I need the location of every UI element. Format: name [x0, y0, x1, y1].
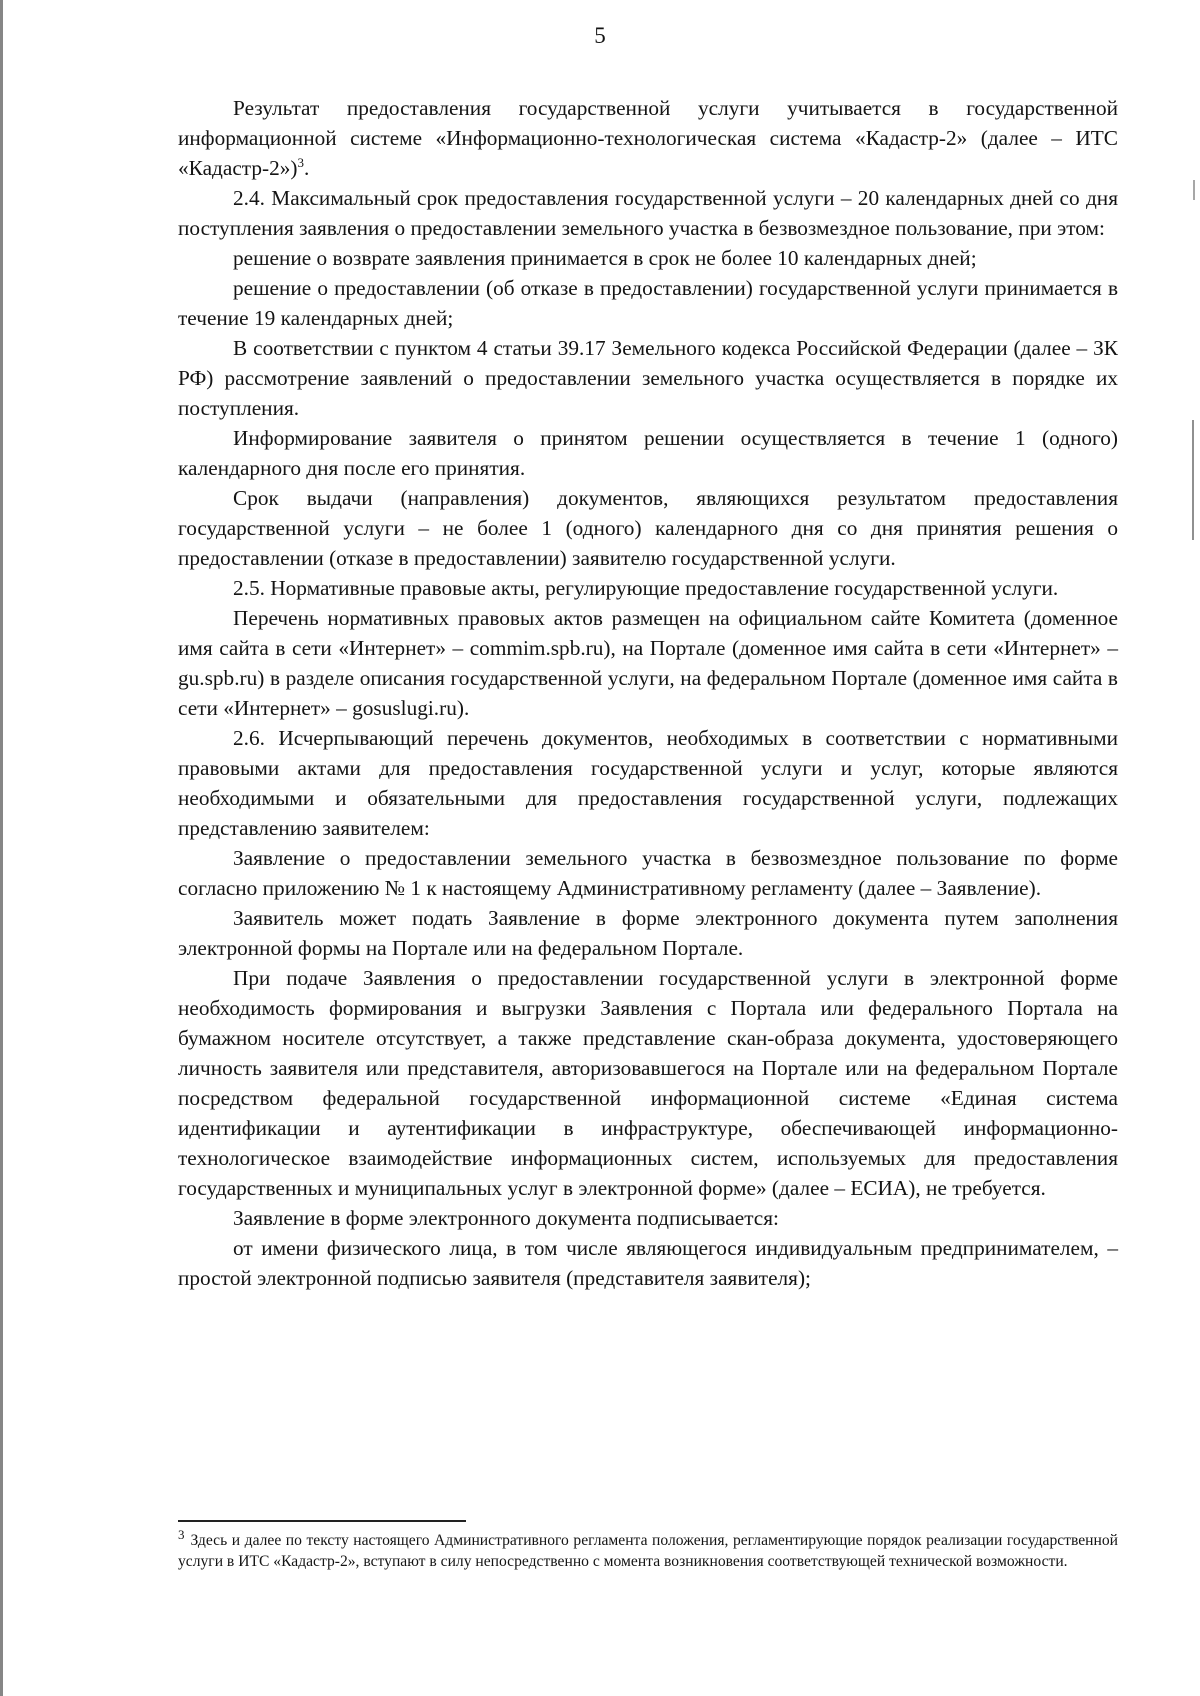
- paragraph-text: Результат предоставления государственной услуги учитывается в государственной информационной системе «Информационно-технологическая система «Кадастр-2» (далее – ИТС «Кадастр-2»): [178, 96, 1118, 180]
- page-number: 5: [594, 23, 606, 48]
- paragraph-section-2-6: 2.6. Исчерпывающий перечень документов, необходимых в соответствии с нормативными правовыми актами для предоставления государственной услуги и услуг, которые являются необходимыми и обязательными для предоставления государственной услуги, подлежащих представлению заявителем:: [178, 726, 1118, 840]
- paragraph-signature-intro: Заявление в форме электронного документа подписывается:: [233, 1206, 779, 1230]
- footnote-number: 3: [178, 1526, 185, 1542]
- paragraph-acts-list: Перечень нормативных правовых актов размещен на официальном сайте Комитета (доменное имя сайта в сети «Интернет» – commim.spb.ru), на Портале (доменное имя сайта в сети «Интернет» – gu.spb.ru) в разделе описания государственной услуги, на федеральном Портале (доменное имя сайта в сети «Интернет» – gosuslugi.ru).: [178, 606, 1118, 720]
- paragraph-individual-signature: от имени физического лица, в том числе являющегося индивидуальным предпринимателем, – простой электронной подписью заявителя (представителя заявителя);: [178, 1236, 1118, 1290]
- scan-edge-mark-right: [1192, 420, 1194, 540]
- paragraph-issue-term: Срок выдачи (направления) документов, являющихся результатом предоставления государственной услуги – не более 1 (одного) календарного дня со дня принятия решения о предоставлении (отказе в предоставлении) заявителю государственной услуги.: [178, 486, 1118, 570]
- paragraph-section-2-4: 2.4. Максимальный срок предоставления государственной услуги – 20 календарных дней со дня поступления заявления о предоставлении земельного участка в безвозмездное пользование, при этом:: [178, 186, 1118, 240]
- paragraph-result-registration: [178, 93, 1118, 183]
- scan-edge-mark-right-top: [1193, 180, 1195, 200]
- paragraph-esia: При подаче Заявления о предоставлении государственной услуги в электронной форме необходимость формирования и выгрузки Заявления с Портала или федерального Портала на бумажном носителе отсутствует, а также представление скан-образа документа, удостоверяющего личность заявителя или представителя, авторизовавшегося на Портале или на федеральном Портале посредством федеральной государственной информационной системе «Единая система идентификации и аутентификации в инфраструктуре, обеспечивающей информационно-технологическое взаимодействие информационных систем, используемых для предоставления государственных и муниципальных услуг в электронной форме» (далее – ЕСИА), не требуется.: [178, 966, 1118, 1200]
- paragraph-land-code: В соответствии с пунктом 4 статьи 39.17 Земельного кодекса Российской Федерации (далее – ЗК РФ) рассмотрение заявлений о предоставлении земельного участка осуществляется в порядке их поступления.: [178, 336, 1118, 420]
- footnote-text: Здесь и далее по тексту настоящего Административного регламента положения, регламентирующие порядок реализации государственной услуги в ИТС «Кадастр-2», вступают в силу непосредственно с момента возникновения соответствующей технической возможности.: [178, 1532, 1118, 1570]
- scan-edge-mark-left: [0, 0, 3, 1696]
- paragraph-notification: Информирование заявителя о принятом решении осуществляется в течение 1 (одного) календарного дня после его принятия.: [178, 426, 1118, 480]
- footnote-separator: [178, 1520, 466, 1522]
- paragraph-grant-decision: решение о предоставлении (об отказе в предоставлении) государственной услуги принимается в течение 19 календарных дней;: [178, 276, 1118, 330]
- paragraph-return-decision: решение о возврате заявления принимается в срок не более 10 календарных дней;: [233, 246, 977, 270]
- paragraph-section-2-5: 2.5. Нормативные правовые акты, регулирующие предоставление государственной услуги.: [233, 576, 1059, 600]
- paragraph-application-form: Заявление о предоставлении земельного участка в безвозмездное пользование по форме согласно приложению № 1 к настоящему Административному регламенту (далее – Заявление).: [178, 846, 1118, 900]
- footnote-reference: 3: [297, 154, 304, 170]
- paragraph-electronic-submission: Заявитель может подать Заявление в форме электронного документа путем заполнения электронной формы на Портале или на федеральном Портале.: [178, 906, 1118, 960]
- footnote: [178, 1526, 1118, 1572]
- paragraph-text-tail: .: [303, 156, 310, 180]
- document-body: [178, 93, 1118, 1293]
